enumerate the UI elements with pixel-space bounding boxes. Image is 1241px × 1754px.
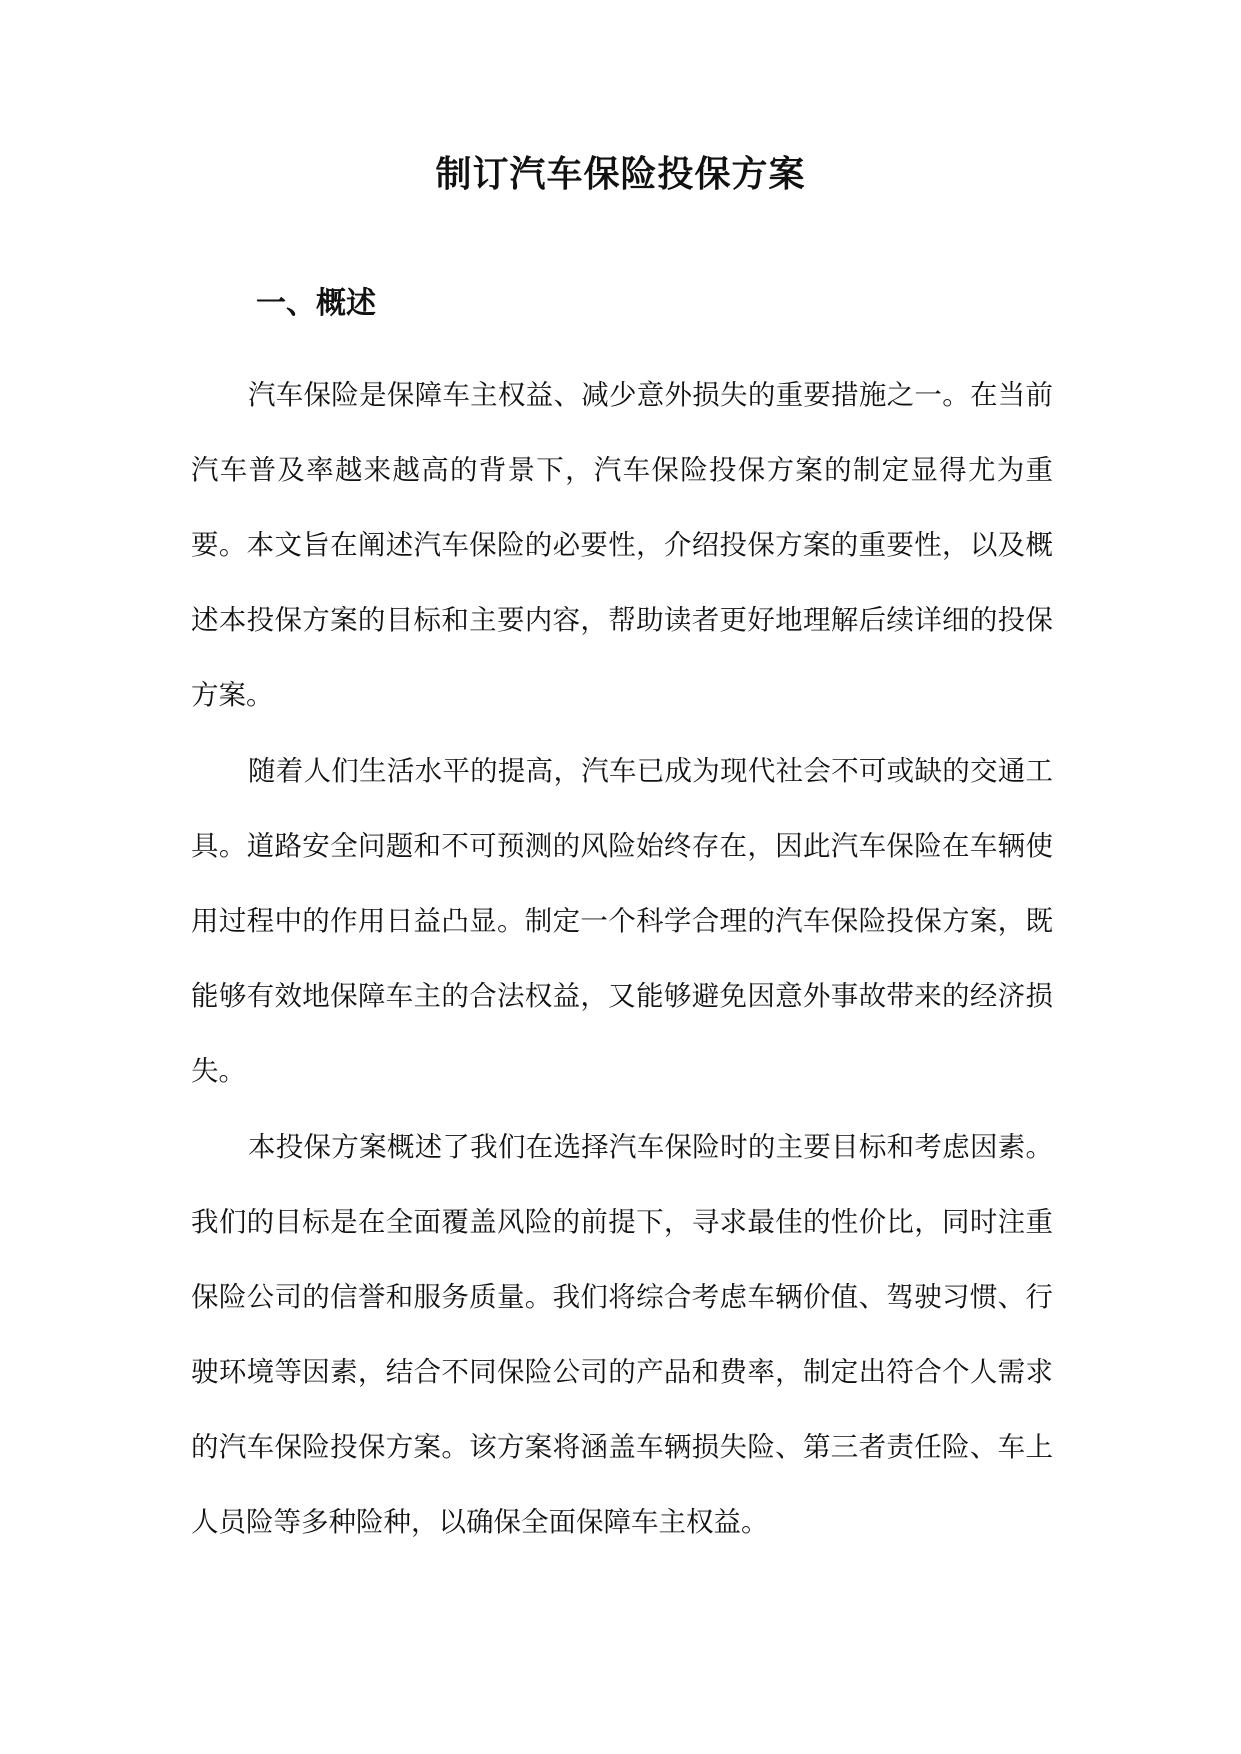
section-heading: 一、概述 xyxy=(256,286,376,321)
body-paragraph-1: 汽车保险是保障车主权益、减少意外损失的重要措施之一。在当前汽车普及率越来越高的背景下，汽车保险投保方案的制定显得尤为重要。本文旨在阐述汽车保险的必要性，介绍投保方案的重要性，以及概述本投保方案的目标和主要内容，帮助读者更好地理解后续详细的投保方案。 xyxy=(191,379,1053,711)
body-paragraph-3: 本投保方案概述了我们在选择汽车保险时的主要目标和考虑因素。我们的目标是在全面覆盖风险的前提下，寻求最佳的性价比，同时注重保险公司的信誉和服务质量。我们将综合考虑车辆价值、驾驶习惯、行驶环境等因素，结合不同保险公司的产品和费率，制定出符合个人需求的汽车保险投保方案。该方案将涵盖车辆损失险、第三者责任险、车上人员险等多种险种，以确保全面保障车主权益。 xyxy=(191,1131,1053,1538)
document-title: 制订汽车保险投保方案 xyxy=(435,153,806,195)
body-paragraph-2: 随着人们生活水平的提高，汽车已成为现代社会不可或缺的交通工具。道路安全问题和不可预测的风险始终存在，因此汽车保险在车辆使用过程中的作用日益凸显。制定一个科学合理的汽车保险投保方案，既能够有效地保障车主的合法权益，又能够避免因意外事故带来的经济损失。 xyxy=(191,755,1053,1087)
